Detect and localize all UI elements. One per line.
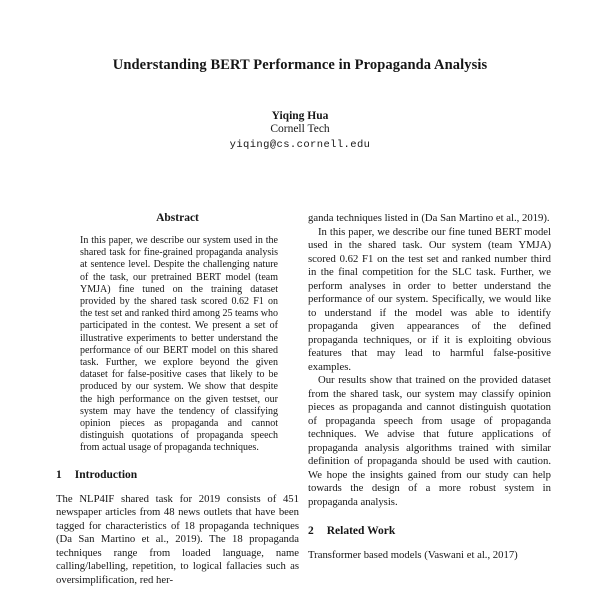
section-heading-introduction [56, 469, 299, 481]
body-paragraph: Our results show that trained on the provided dataset from the shared task, our system may classify opinion pieces as propaganda and cannot distinguish quotation of propaganda speech from usage of propaganda techniques. We advise that future applications of propaganda analysis algorithms trained with similar definition of propaganda should be used with caution. We hope the insights gained from our study can help towards the design of a more robust system in propaganda analysis. [308, 374, 551, 508]
body-paragraph: In this paper, we describe our fine tuned BERT model used in the shared task. Our system (team YMJA) scored 0.62 F1 on the test set and ranked number third in the final competition for the SLC task. Further, we perform analyses in order to better understand the performance of our system. Specifically, we would like to understand if the model was able to identify propaganda given appearances of the defined propaganda techniques, or if it is exploiting obvious features that may lead to harmful false-positive examples. [308, 225, 551, 373]
introduction-paragraph: The NLP4IF shared task for 2019 consists of 451 newspaper articles from 48 news outlets that have been tagged for characteristics of 18 propaganda techniques (Da San Martino et al., 2019). The 18 propaganda techniques range from loaded language, name calling/labelling, repetition, to logical fallacies such as oversimplification, red her- [56, 492, 299, 586]
left-column [56, 212, 299, 600]
section-title: Introduction [74, 468, 138, 481]
section-title: Related Work [326, 525, 396, 537]
author-name: Yiqing Hua [271, 110, 329, 122]
abstract-heading: Abstract [156, 212, 199, 224]
author-email: yiqing@cs.cornell.edu [229, 139, 371, 151]
abstract-text: In this paper, we describe our system used in the shared task for fine-grained propaganda analysis at sentence level. Despite the challenging nature of the task, our pretrained BERT model (team YMJA) fine tuned on the training dataset provided by the shared task scored 0.62 F1 on the test set and ranked third among 25 teams who participated in the contest. We present a set of illustrative experiments to better understand the performance of our BERT model on this shared task. Further, we explore beyond the given dataset for false-positive cases that likely to be produced by our system. We show that despite the high performance on the given testset, our system may have the tendency of classifying opinion pieces as propaganda and cannot distinguish quotations of propaganda speech from actual usage of propaganda techniques. [80, 235, 279, 454]
section-number: 1 [56, 468, 62, 481]
section-heading-related-work [308, 525, 551, 537]
author-block [0, 110, 600, 152]
related-work-paragraph: Transformer based models (Vaswani et al., 2017) [308, 549, 518, 561]
right-column [308, 212, 551, 600]
continuation-paragraph: ganda techniques listed in (Da San Martino et al., 2019). [308, 212, 550, 224]
paper-title: Understanding BERT Performance in Propaganda Analysis [112, 57, 488, 73]
author-affiliation: Cornell Tech [270, 123, 330, 135]
section-number: 2 [308, 525, 314, 537]
